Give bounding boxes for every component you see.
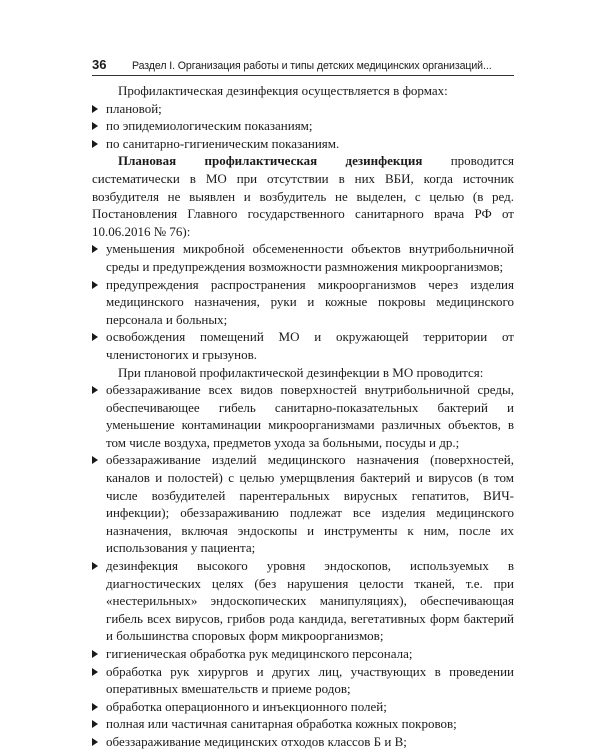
running-title: Раздел I. Организация работы и типы детских медицинских организаций...: [132, 60, 492, 72]
measures-list: [92, 381, 514, 750]
triangle-bullet-icon: [92, 281, 98, 289]
triangle-bullet-icon: [92, 333, 98, 341]
triangle-bullet-icon: [92, 105, 98, 113]
triangle-bullet-icon: [92, 386, 98, 394]
list-item: по санитарно-гигиеническим показаниям.: [92, 135, 514, 153]
list-item: гигиеническая обработка рук медицинского персонала;: [92, 645, 514, 663]
page-content: [92, 82, 514, 751]
list-item: обработка рук хирургов и других лиц, участвующих в проведении оперативных вмешательств и приеме родов;: [92, 663, 514, 698]
triangle-bullet-icon: [92, 738, 98, 746]
list-item: полная или частичная санитарная обработка кожных покровов;: [92, 715, 514, 733]
triangle-bullet-icon: [92, 122, 98, 130]
list-item: по эпидемиологическим показаниям;: [92, 117, 514, 135]
page-header: [92, 52, 514, 76]
triangle-bullet-icon: [92, 562, 98, 570]
triangle-bullet-icon: [92, 456, 98, 464]
list-item: обработка операционного и инъекционного полей;: [92, 698, 514, 716]
definition-text: проводится систематически в МО при отсутствии в них ВБИ, когда источник возбудителя не выявлен и возбудитель не выделен, с целью (в ред. Постановления Главного государственного санитарного врача РФ от 10.06.2016 № 76):: [92, 153, 514, 239]
list-item: обеззараживание медицинских отходов классов Б и В;: [92, 733, 514, 751]
list-item: освобождения помещений МО и окружающей территории от членистоногих и грызунов.: [92, 328, 514, 363]
definition-paragraph: [92, 152, 514, 240]
list-item: уменьшения микробной обсемененности объектов внутрибольничной среды и предупреждения возможности размножения микроорганизмов;: [92, 240, 514, 275]
list-item: обеззараживание всех видов поверхностей внутрибольничной среды, обеспечивающее гибель санитарно-показательных бактерий и уменьшение контаминации микроорганизмами различных объектов, в том числе воздуха, предметов ухода за больными, посуды и др.;: [92, 381, 514, 451]
list-item: обеззараживание изделий медицинского назначения (поверхностей, каналов и полостей) с целью умерщвления бактерий и вирусов (в том числе возбудителей парентеральных вирусных гепатитов, ВИЧ-инфекции); обеззараживанию подлежат все изделия медицинского назначения, включая эндоскопы и инструменты к ним, после их использования у пациента;: [92, 451, 514, 557]
list-item: дезинфекция высокого уровня эндоскопов, используемых в диагностических целях (без нарушения целости тканей, т.е. при «нестерильных» эндоскопических манипуляциях), обеспечивающая гибель всех вирусов, грибов рода кандида, вегетативных форм бактерий и большинства споровых форм микроорганизмов;: [92, 557, 514, 645]
definition-term: Плановая профилактическая дезинфекция: [118, 153, 423, 169]
forms-list: [92, 100, 514, 153]
triangle-bullet-icon: [92, 703, 98, 711]
triangle-bullet-icon: [92, 245, 98, 253]
list-item: предупреждения распространения микроорганизмов через изделия медицинского назначения, руки и кожные покровы медицинского персонала и больных;: [92, 276, 514, 329]
measures-intro: При плановой профилактической дезинфекции в МО проводится:: [118, 364, 484, 380]
intro-paragraph: Профилактическая дезинфекция осуществляется в формах:: [118, 83, 448, 98]
triangle-bullet-icon: [92, 140, 98, 148]
triangle-bullet-icon: [92, 668, 98, 676]
list-item: плановой;: [92, 100, 514, 118]
page-number: 36: [92, 57, 107, 72]
triangle-bullet-icon: [92, 720, 98, 728]
triangle-bullet-icon: [92, 650, 98, 658]
goals-list: [92, 240, 514, 363]
